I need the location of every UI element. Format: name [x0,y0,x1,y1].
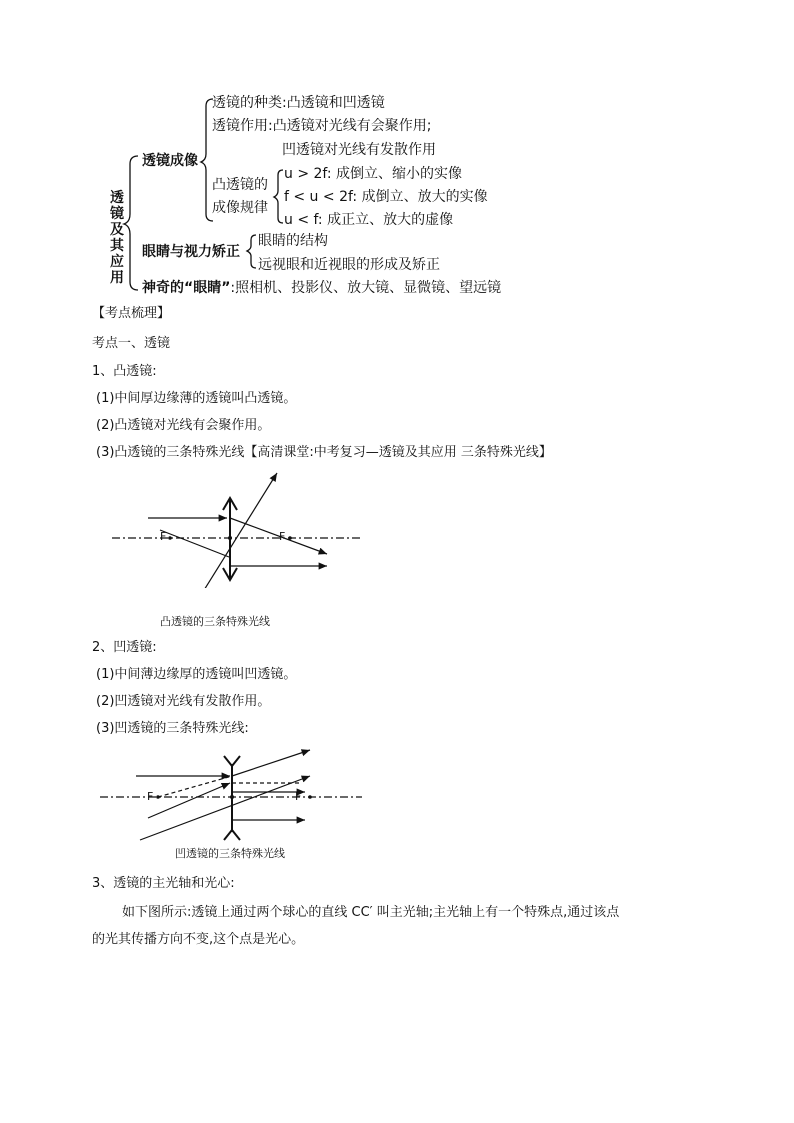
outline-root-char: 用 [110,270,124,286]
concave-fig-caption: 凹透镜的三条特殊光线 [175,847,285,860]
outline-lens-function-2: 凹透镜对光线有发散作用 [282,142,436,158]
convex-fig-F-left: F [160,530,167,543]
outline-rule-1: u > 2f: 成倒立、缩小的实像 [284,166,463,182]
convex-fig-caption: 凸透镜的三条特殊光线 [160,615,270,628]
concave-title: 2、凹透镜: [92,640,157,655]
outline-rule-3: u < f: 成正立、放大的虚像 [284,212,454,228]
concave-fig-F-right: F [295,790,302,803]
outline-rule-label-2: 成像规律 [212,200,268,216]
outline-eye-2: 远视眼和近视眼的形成及矫正 [258,257,440,273]
outline-branch-magic-title: 神奇的“眼睛” [142,280,231,296]
axis-title: 3、透镜的主光轴和光心: [92,876,235,891]
convex-item-1: (1)中间厚边缘薄的透镜叫凸透镜。 [96,391,297,406]
outline-root-char: 镜 [110,206,124,222]
outline-rule-2: f < u < 2f: 成倒立、放大的实像 [284,189,488,205]
concave-item-2: (2)凹透镜对光线有发散作用。 [96,694,271,709]
concave-fig-F-left: F [147,790,154,803]
convex-title: 1、凸透镜: [92,364,157,379]
concave-item-3: (3)凹透镜的三条特殊光线: [96,721,249,736]
outline-lens-types: 透镜的种类:凸透镜和凹透镜 [212,95,385,111]
axis-paragraph-line-2: 的光其传播方向不变,这个点是光心。 [92,932,305,947]
outline-root-char: 及 [110,222,124,238]
outline-eye-1: 眼睛的结构 [258,233,328,249]
outline-branch-magic-items: :照相机、投影仪、放大镜、显微镜、望远镜 [230,280,502,296]
point-title: 考点一、透镜 [92,336,171,351]
outline-lens-function-1: 透镜作用:凸透镜对光线有会聚作用; [212,118,432,134]
axis-paragraph-line-1: 如下图所示:透镜上通过两个球心的直线 CC′ 叫主光轴;主光轴上有一个特殊点,通过该点 [122,905,620,920]
convex-item-2: (2)凸透镜对光线有会聚作用。 [96,418,271,433]
concave-lens-figure [100,748,370,858]
concave-item-1: (1)中间薄边缘厚的透镜叫凹透镜。 [96,667,297,682]
outline-branch-eye: 眼睛与视力矫正 [142,244,240,260]
outline-branch-magic [142,277,501,300]
convex-lens-figure [112,468,372,588]
section-heading: 【考点梳理】 [92,306,171,321]
convex-fig-F-right: F [279,530,286,543]
outline-branch-imaging: 透镜成像 [142,153,198,169]
outline-root-char: 透 [110,190,124,206]
convex-item-3: (3)凸透镜的三条特殊光线【高清课堂:中考复习—透镜及其应用 三条特殊光线】 [96,445,552,460]
outline-root-char: 应 [110,254,124,270]
outline-rule-label-1: 凸透镜的 [212,177,268,193]
outline-root-char: 其 [110,238,124,254]
